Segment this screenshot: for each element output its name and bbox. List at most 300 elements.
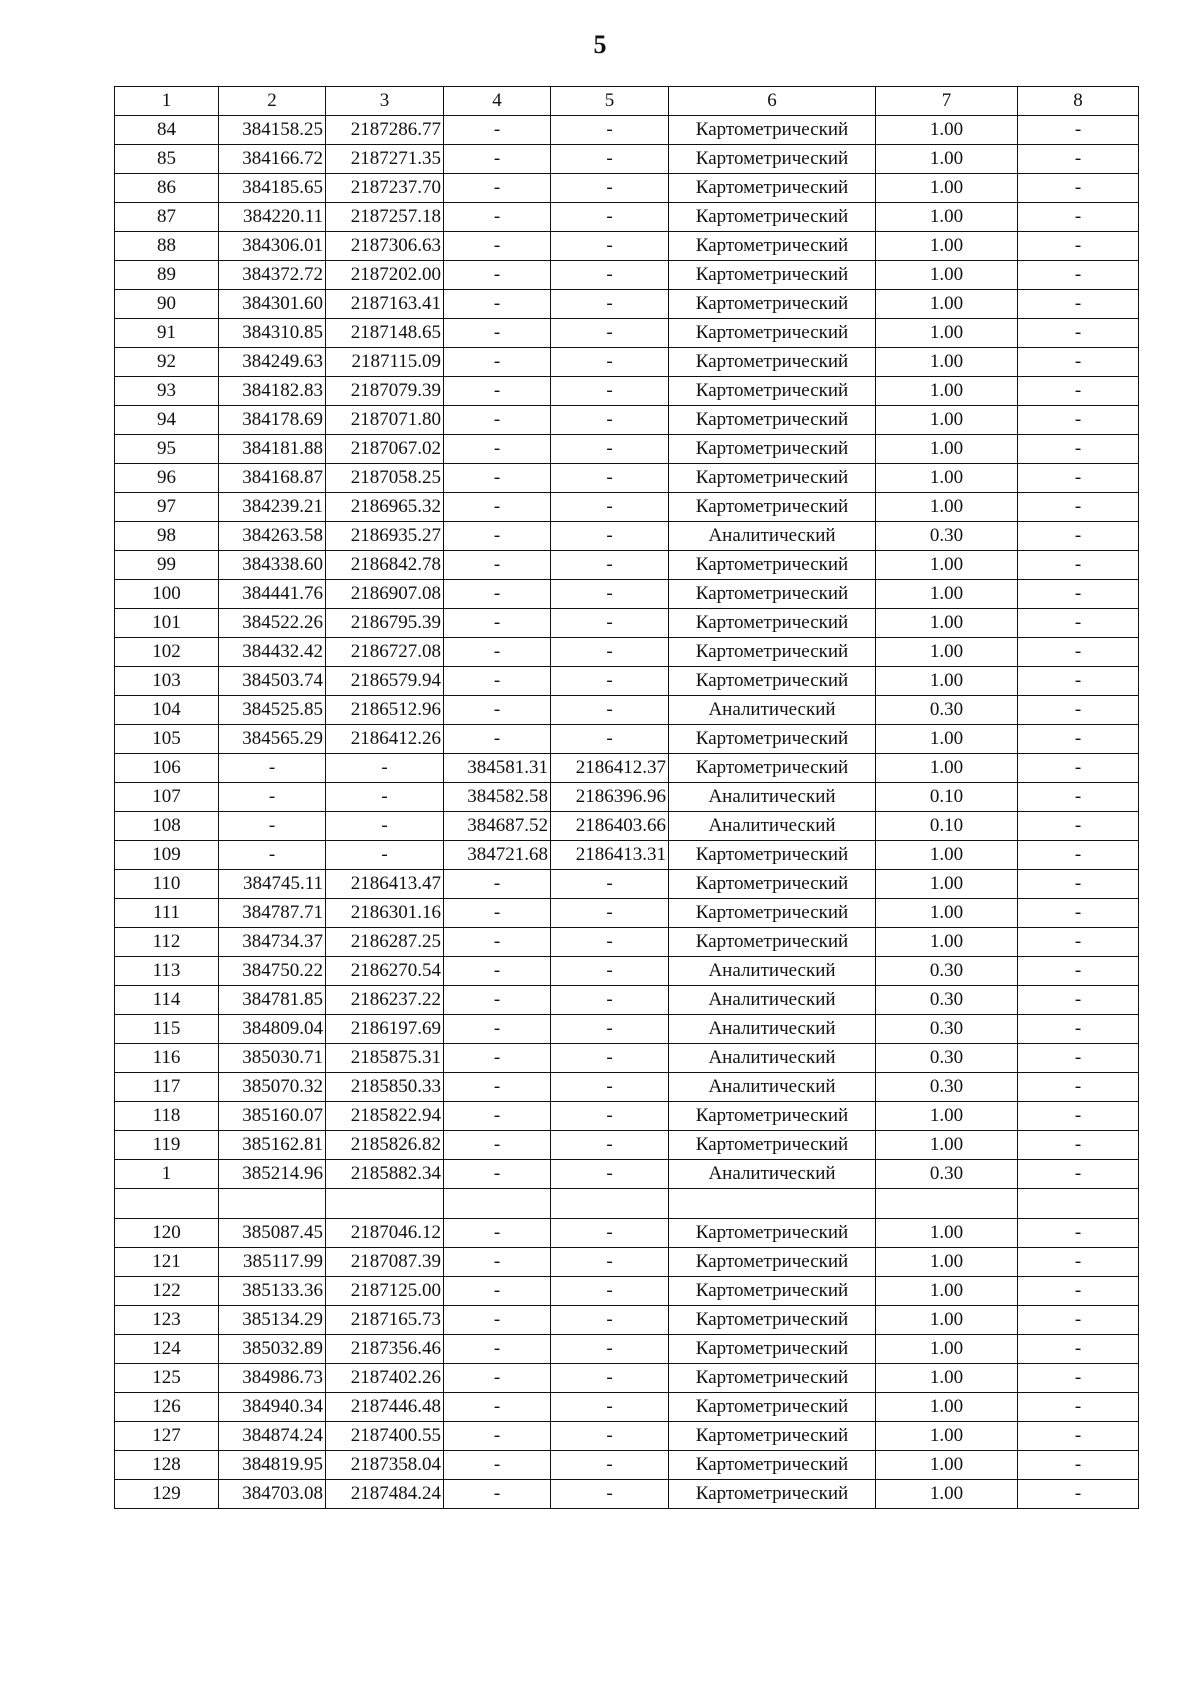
- table-cell: 119: [115, 1131, 219, 1160]
- table-cell: Картометрический: [669, 232, 876, 261]
- table-cell: 1.00: [876, 1393, 1018, 1422]
- table-cell: -: [444, 667, 551, 696]
- table-cell: [326, 1189, 444, 1219]
- table-cell: -: [551, 1044, 669, 1073]
- table-cell: 2187071.80: [326, 406, 444, 435]
- table-cell: 94: [115, 406, 219, 435]
- table-cell: Аналитический: [669, 1044, 876, 1073]
- table-cell: 97: [115, 493, 219, 522]
- table-cell: -: [1018, 1335, 1139, 1364]
- table-cell: 2186512.96: [326, 696, 444, 725]
- table-cell: 385030.71: [219, 1044, 326, 1073]
- table-cell: -: [444, 1160, 551, 1189]
- table-cell: 2186270.54: [326, 957, 444, 986]
- table-cell: 385134.29: [219, 1306, 326, 1335]
- table-header-row: [115, 87, 1139, 116]
- table-cell: Картометрический: [669, 464, 876, 493]
- table-cell: 1.00: [876, 1335, 1018, 1364]
- table-cell: Картометрический: [669, 1480, 876, 1509]
- table-cell: 384703.08: [219, 1480, 326, 1509]
- table-cell: 120: [115, 1219, 219, 1248]
- table-cell: 2187271.35: [326, 145, 444, 174]
- table-cell: 384874.24: [219, 1422, 326, 1451]
- table-cell: 1.00: [876, 1306, 1018, 1335]
- table-cell: 2186842.78: [326, 551, 444, 580]
- table-cell: -: [444, 348, 551, 377]
- table-cell: -: [1018, 870, 1139, 899]
- table-cell: -: [219, 812, 326, 841]
- table-cell: 124: [115, 1335, 219, 1364]
- table-row: [115, 145, 1139, 174]
- table-cell: -: [1018, 406, 1139, 435]
- table-cell: -: [1018, 754, 1139, 783]
- table-cell: -: [444, 1393, 551, 1422]
- table-cell: 88: [115, 232, 219, 261]
- table-cell: -: [1018, 725, 1139, 754]
- table-cell: 2186413.31: [551, 841, 669, 870]
- table-cell: -: [551, 1160, 669, 1189]
- table-cell: -: [551, 1219, 669, 1248]
- table-row: [115, 1073, 1139, 1102]
- table-cell: -: [1018, 1480, 1139, 1509]
- table-cell: Картометрический: [669, 435, 876, 464]
- table-row: [115, 1393, 1139, 1422]
- table-row: [115, 783, 1139, 812]
- table-row: [115, 377, 1139, 406]
- table-cell: -: [1018, 638, 1139, 667]
- table-cell: Картометрический: [669, 348, 876, 377]
- table-cell: -: [551, 1422, 669, 1451]
- table-cell: -: [1018, 203, 1139, 232]
- table-cell: -: [1018, 1073, 1139, 1102]
- table-cell: Картометрический: [669, 1364, 876, 1393]
- table-cell: -: [551, 1335, 669, 1364]
- table-row: [115, 1131, 1139, 1160]
- table-row: [115, 1044, 1139, 1073]
- table-cell: 1.00: [876, 290, 1018, 319]
- table-cell: 106: [115, 754, 219, 783]
- table-row: [115, 1364, 1139, 1393]
- table-cell: 1.00: [876, 116, 1018, 145]
- table-cell: -: [551, 1248, 669, 1277]
- table-cell: 129: [115, 1480, 219, 1509]
- table-cell: 123: [115, 1306, 219, 1335]
- table-cell: -: [444, 928, 551, 957]
- table-cell: 2186579.94: [326, 667, 444, 696]
- table-row: [115, 957, 1139, 986]
- table-cell: 2186412.26: [326, 725, 444, 754]
- table-row: [115, 899, 1139, 928]
- table-cell: 87: [115, 203, 219, 232]
- table-cell: 99: [115, 551, 219, 580]
- table-cell: -: [1018, 116, 1139, 145]
- table-cell: -: [551, 870, 669, 899]
- table-cell: 2186935.27: [326, 522, 444, 551]
- table-cell: 2185882.34: [326, 1160, 444, 1189]
- table-cell: Аналитический: [669, 522, 876, 551]
- table-cell: 2187115.09: [326, 348, 444, 377]
- table-cell: 110: [115, 870, 219, 899]
- table-cell: Аналитический: [669, 1015, 876, 1044]
- table-cell: [551, 1189, 669, 1219]
- table-cell: Аналитический: [669, 696, 876, 725]
- table-cell: -: [1018, 319, 1139, 348]
- table-cell: -: [1018, 1160, 1139, 1189]
- table-row: [115, 812, 1139, 841]
- table-cell: Картометрический: [669, 580, 876, 609]
- table-row: [115, 1160, 1139, 1189]
- table-cell: Аналитический: [669, 783, 876, 812]
- table-cell: 1.00: [876, 841, 1018, 870]
- table-cell: 2187165.73: [326, 1306, 444, 1335]
- table-cell: 384809.04: [219, 1015, 326, 1044]
- table-cell: -: [551, 1451, 669, 1480]
- table-cell: -: [1018, 145, 1139, 174]
- table-row: [115, 1219, 1139, 1248]
- table-cell: Аналитический: [669, 812, 876, 841]
- table-cell: -: [1018, 1422, 1139, 1451]
- table-cell: 2186907.08: [326, 580, 444, 609]
- table-cell: 108: [115, 812, 219, 841]
- table-cell: -: [1018, 812, 1139, 841]
- table-cell: Картометрический: [669, 1131, 876, 1160]
- table-cell: 0.30: [876, 986, 1018, 1015]
- table-cell: Аналитический: [669, 986, 876, 1015]
- table-cell: 1: [115, 1160, 219, 1189]
- table-cell: 2187358.04: [326, 1451, 444, 1480]
- table-cell: 384582.58: [444, 783, 551, 812]
- table-cell: -: [551, 406, 669, 435]
- table-cell: 2185822.94: [326, 1102, 444, 1131]
- table-row: [115, 754, 1139, 783]
- table-row: [115, 580, 1139, 609]
- table-row: [115, 1422, 1139, 1451]
- table-cell: -: [1018, 232, 1139, 261]
- table-cell: 384525.85: [219, 696, 326, 725]
- table-cell: -: [444, 638, 551, 667]
- table-cell: 113: [115, 957, 219, 986]
- table-cell: -: [444, 609, 551, 638]
- table-cell: 0.30: [876, 957, 1018, 986]
- table-cell: 384181.88: [219, 435, 326, 464]
- table-cell: 0.10: [876, 783, 1018, 812]
- column-header: 8: [1018, 87, 1139, 116]
- table-cell: [876, 1189, 1018, 1219]
- table-cell: -: [1018, 435, 1139, 464]
- table-row: [115, 174, 1139, 203]
- table-cell: 384301.60: [219, 290, 326, 319]
- table-cell: 111: [115, 899, 219, 928]
- table-cell: -: [1018, 841, 1139, 870]
- table-row: [115, 609, 1139, 638]
- table-cell: 86: [115, 174, 219, 203]
- table-cell: 385117.99: [219, 1248, 326, 1277]
- table-cell: 98: [115, 522, 219, 551]
- table-cell: -: [444, 551, 551, 580]
- column-header: 4: [444, 87, 551, 116]
- table-cell: 100: [115, 580, 219, 609]
- table-cell: Картометрический: [669, 1219, 876, 1248]
- table-cell: 0.30: [876, 1015, 1018, 1044]
- table-cell: -: [1018, 667, 1139, 696]
- table-cell: -: [551, 928, 669, 957]
- table-cell: 0.10: [876, 812, 1018, 841]
- table-cell: 384310.85: [219, 319, 326, 348]
- table-row: [115, 1480, 1139, 1509]
- table-cell: 385133.36: [219, 1277, 326, 1306]
- table-cell: 2187257.18: [326, 203, 444, 232]
- column-header: 7: [876, 87, 1018, 116]
- table-cell: -: [551, 290, 669, 319]
- table-cell: 2187046.12: [326, 1219, 444, 1248]
- table-cell: -: [1018, 464, 1139, 493]
- table-cell: -: [551, 319, 669, 348]
- table-cell: -: [444, 1422, 551, 1451]
- table-cell: -: [444, 406, 551, 435]
- table-cell: -: [551, 232, 669, 261]
- table-cell: -: [326, 783, 444, 812]
- table-cell: -: [551, 145, 669, 174]
- table-cell: -: [326, 841, 444, 870]
- table-cell: 384687.52: [444, 812, 551, 841]
- table-cell: 385214.96: [219, 1160, 326, 1189]
- table-cell: 384940.34: [219, 1393, 326, 1422]
- table-cell: -: [444, 1131, 551, 1160]
- table-cell: -: [444, 1306, 551, 1335]
- table-cell: 384239.21: [219, 493, 326, 522]
- table-cell: -: [444, 522, 551, 551]
- table-cell: 1.00: [876, 348, 1018, 377]
- table-cell: -: [551, 493, 669, 522]
- table-cell: -: [444, 116, 551, 145]
- table-cell: -: [444, 232, 551, 261]
- table-cell: 128: [115, 1451, 219, 1480]
- table-cell: -: [1018, 522, 1139, 551]
- table-cell: -: [1018, 1248, 1139, 1277]
- table-cell: 2187286.77: [326, 116, 444, 145]
- table-cell: Картометрический: [669, 754, 876, 783]
- table-cell: -: [444, 1219, 551, 1248]
- table-cell: 2187202.00: [326, 261, 444, 290]
- table-cell: -: [444, 493, 551, 522]
- table-cell: Картометрический: [669, 841, 876, 870]
- table-row: [115, 1451, 1139, 1480]
- table-cell: 92: [115, 348, 219, 377]
- table-cell: -: [444, 1364, 551, 1393]
- table-cell: Картометрический: [669, 145, 876, 174]
- table-cell: -: [444, 870, 551, 899]
- page-number: 5: [593, 30, 607, 59]
- table-cell: 0.30: [876, 522, 1018, 551]
- table-cell: [219, 1189, 326, 1219]
- table-cell: 384581.31: [444, 754, 551, 783]
- table-row: [115, 696, 1139, 725]
- table-cell: 384734.37: [219, 928, 326, 957]
- table-cell: -: [551, 261, 669, 290]
- table-cell: 1.00: [876, 725, 1018, 754]
- table-cell: 1.00: [876, 203, 1018, 232]
- table-cell: 2186413.47: [326, 870, 444, 899]
- table-cell: 118: [115, 1102, 219, 1131]
- table-row: [115, 464, 1139, 493]
- table-cell: 384182.83: [219, 377, 326, 406]
- table-body: [115, 87, 1139, 1509]
- table-row: [115, 203, 1139, 232]
- table-cell: -: [1018, 986, 1139, 1015]
- table-cell: 1.00: [876, 232, 1018, 261]
- column-header: 1: [115, 87, 219, 116]
- table-cell: -: [444, 203, 551, 232]
- table-cell: 1.00: [876, 1480, 1018, 1509]
- table-cell: -: [1018, 493, 1139, 522]
- table-cell: Картометрический: [669, 899, 876, 928]
- table-cell: 0.30: [876, 1160, 1018, 1189]
- table-cell: 384372.72: [219, 261, 326, 290]
- table-cell: 2186301.16: [326, 899, 444, 928]
- table-cell: -: [1018, 580, 1139, 609]
- table-cell: 2187446.48: [326, 1393, 444, 1422]
- table-cell: -: [551, 522, 669, 551]
- table-cell: 384565.29: [219, 725, 326, 754]
- table-cell: 1.00: [876, 1451, 1018, 1480]
- table-cell: 384503.74: [219, 667, 326, 696]
- table-cell: 384168.87: [219, 464, 326, 493]
- table-cell: 2187163.41: [326, 290, 444, 319]
- table-cell: -: [1018, 174, 1139, 203]
- table-row: [115, 725, 1139, 754]
- table-cell: 114: [115, 986, 219, 1015]
- table-cell: 1.00: [876, 609, 1018, 638]
- table-row: [115, 928, 1139, 957]
- table-row: [115, 1277, 1139, 1306]
- table-cell: 384263.58: [219, 522, 326, 551]
- table-cell: -: [1018, 290, 1139, 319]
- table-cell: 2185826.82: [326, 1131, 444, 1160]
- table-cell: 116: [115, 1044, 219, 1073]
- table-row: [115, 319, 1139, 348]
- table-cell: Аналитический: [669, 957, 876, 986]
- table-cell: 384745.11: [219, 870, 326, 899]
- table-cell: -: [551, 899, 669, 928]
- table-cell: 104: [115, 696, 219, 725]
- table-cell: 1.00: [876, 1219, 1018, 1248]
- table-cell: 2186237.22: [326, 986, 444, 1015]
- table-cell: -: [1018, 1219, 1139, 1248]
- table-separator-row: [115, 1189, 1139, 1219]
- table-cell: 115: [115, 1015, 219, 1044]
- table-cell: -: [551, 1393, 669, 1422]
- table-cell: 2186396.96: [551, 783, 669, 812]
- table-cell: -: [1018, 899, 1139, 928]
- table-cell: 85: [115, 145, 219, 174]
- table-cell: -: [1018, 348, 1139, 377]
- table-cell: Картометрический: [669, 667, 876, 696]
- table-row: [115, 116, 1139, 145]
- table-cell: -: [551, 1306, 669, 1335]
- table-cell: 96: [115, 464, 219, 493]
- table-cell: 2186965.32: [326, 493, 444, 522]
- table-cell: 1.00: [876, 319, 1018, 348]
- table-cell: 2187058.25: [326, 464, 444, 493]
- table-cell: -: [1018, 377, 1139, 406]
- table-cell: -: [444, 261, 551, 290]
- table-row: [115, 348, 1139, 377]
- table-cell: 1.00: [876, 464, 1018, 493]
- table-cell: -: [551, 1102, 669, 1131]
- table-cell: Картометрический: [669, 116, 876, 145]
- table-cell: 1.00: [876, 261, 1018, 290]
- table-cell: Картометрический: [669, 1277, 876, 1306]
- table-cell: 93: [115, 377, 219, 406]
- table-row: [115, 435, 1139, 464]
- table-cell: -: [551, 203, 669, 232]
- table-row: [115, 638, 1139, 667]
- table-cell: 1.00: [876, 1364, 1018, 1393]
- table-cell: 1.00: [876, 638, 1018, 667]
- table-cell: 95: [115, 435, 219, 464]
- table-cell: -: [219, 841, 326, 870]
- table-cell: 2187087.39: [326, 1248, 444, 1277]
- table-cell: -: [444, 1335, 551, 1364]
- table-cell: 384750.22: [219, 957, 326, 986]
- table-cell: Картометрический: [669, 203, 876, 232]
- table-cell: Картометрический: [669, 493, 876, 522]
- table-cell: Картометрический: [669, 174, 876, 203]
- table-cell: -: [444, 319, 551, 348]
- table-row: [115, 986, 1139, 1015]
- table-cell: 1.00: [876, 174, 1018, 203]
- table-cell: 384220.11: [219, 203, 326, 232]
- table-cell: -: [551, 580, 669, 609]
- table-cell: 385070.32: [219, 1073, 326, 1102]
- table-cell: -: [551, 551, 669, 580]
- table-cell: 121: [115, 1248, 219, 1277]
- table-cell: 384158.25: [219, 116, 326, 145]
- table-cell: 2187079.39: [326, 377, 444, 406]
- table-row: [115, 841, 1139, 870]
- table-row: [115, 1335, 1139, 1364]
- table-cell: -: [1018, 609, 1139, 638]
- table-cell: -: [551, 696, 669, 725]
- table-cell: -: [444, 899, 551, 928]
- table-cell: 107: [115, 783, 219, 812]
- table-cell: 126: [115, 1393, 219, 1422]
- table-cell: 0.30: [876, 1044, 1018, 1073]
- column-header: 5: [551, 87, 669, 116]
- table-cell: -: [1018, 261, 1139, 290]
- table-cell: 127: [115, 1422, 219, 1451]
- table-cell: 384185.65: [219, 174, 326, 203]
- table-cell: -: [326, 754, 444, 783]
- table-cell: 1.00: [876, 870, 1018, 899]
- table-cell: -: [444, 725, 551, 754]
- table-cell: 2185850.33: [326, 1073, 444, 1102]
- table-cell: 101: [115, 609, 219, 638]
- table-cell: -: [551, 1277, 669, 1306]
- table-cell: 2186287.25: [326, 928, 444, 957]
- table-cell: -: [1018, 957, 1139, 986]
- table-cell: 1.00: [876, 1422, 1018, 1451]
- table-row: [115, 551, 1139, 580]
- table-cell: 2187237.70: [326, 174, 444, 203]
- column-header: 3: [326, 87, 444, 116]
- table-cell: -: [1018, 551, 1139, 580]
- table-cell: 384306.01: [219, 232, 326, 261]
- table-row: [115, 232, 1139, 261]
- table-cell: -: [219, 783, 326, 812]
- table-cell: 1.00: [876, 667, 1018, 696]
- table-cell: -: [444, 1277, 551, 1306]
